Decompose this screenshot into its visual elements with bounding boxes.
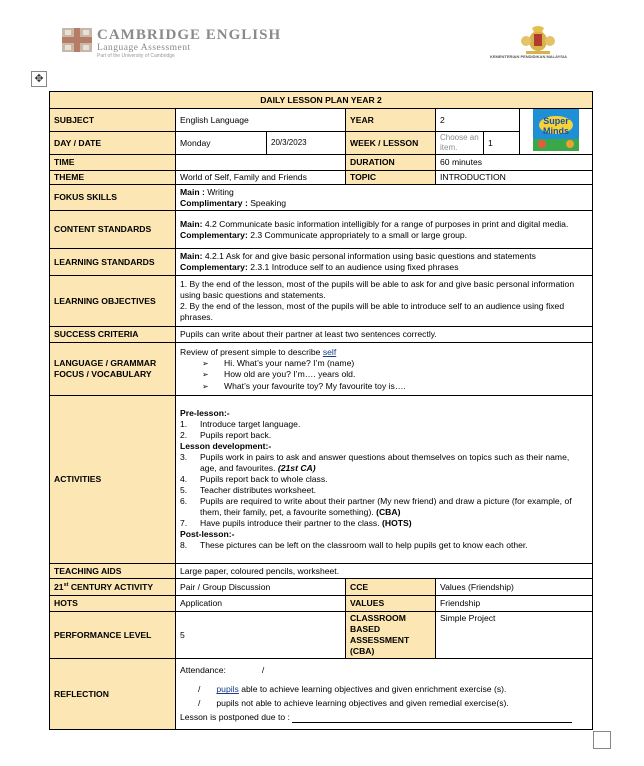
cce-value: Values (Friendship): [436, 579, 593, 596]
learning-standards-value: [176, 249, 593, 276]
cambridge-shield-logo: [62, 28, 92, 52]
pre-lesson-heading: Pre-lesson:-: [180, 408, 230, 419]
postponed-label: Lesson is postponed due to :: [180, 712, 290, 723]
arrow-bullet-icon: ➢: [202, 370, 209, 380]
fokus-comp-key: Complimentary :: [180, 197, 248, 208]
table-move-handle-icon[interactable]: ✥: [31, 71, 47, 87]
learning-standards-label: LEARNING STANDARDS: [50, 249, 176, 276]
activity-6: Pupils are required to write about their partner (My new friend) and draw a picture (for example, of them, their family, pet, a favourite something).: [200, 496, 572, 518]
reflection-line-2: pupils not able to achieve learning objectives and given remedial exercise(s).: [216, 698, 509, 709]
content-comp-key: Complementary:: [180, 229, 248, 240]
table-resize-handle[interactable]: [593, 731, 611, 749]
learning-objectives-value: [176, 276, 593, 327]
learning-comp-value: 2.3.1 Introduce self to an audience using fixed phrases: [247, 262, 459, 273]
day-date-label: DAY / DATE: [50, 132, 176, 155]
fokus-main-key: Main :: [180, 186, 205, 197]
activity-2: Pupils report back.: [200, 430, 272, 441]
values-value: Friendship: [436, 596, 593, 612]
fokus-skills-label: FOKUS SKILLS: [50, 185, 176, 211]
lesson-development-heading: Lesson development:-: [180, 441, 272, 452]
success-criteria-value: Pupils can write about their partner at least two sentences correctly.: [176, 327, 593, 343]
duration-label: DURATION: [346, 155, 436, 171]
activity-number: 4.: [180, 474, 188, 485]
teaching-aids-label: TEACHING AIDS: [50, 564, 176, 579]
theme-value: World of Self, Family and Friends: [176, 171, 346, 185]
theme-label: THEME: [50, 171, 176, 185]
content-standards-label: CONTENT STANDARDS: [50, 211, 176, 249]
arrow-bullet-icon: ➢: [202, 359, 209, 369]
arrow-bullet-icon: ➢: [202, 381, 209, 391]
content-standards-value: [176, 211, 593, 249]
language-item: Hi. What’s your name? I’m (name): [224, 358, 355, 369]
svg-text:Minds: Minds: [543, 126, 570, 137]
activity-number: 1.: [180, 419, 188, 430]
attendance-label: Attendance:: [180, 665, 226, 676]
hots-value: Application: [176, 596, 346, 612]
language-intro: Review of present simple to describe: [180, 347, 323, 358]
year-label: YEAR: [346, 109, 436, 132]
activity-6-tag: (CBA): [376, 507, 401, 518]
activity-4: Pupils report back to whole class.: [200, 474, 328, 485]
content-main-key: Main:: [180, 218, 203, 229]
activity-7: Have pupils introduce their partner to the class.: [200, 518, 382, 529]
document-header: [0, 0, 644, 90]
kpm-caption: KEMENTERIAN PENDIDIKAN MALAYSIA: [490, 54, 567, 59]
century-activity-label: [50, 579, 176, 596]
plan-title: DAILY LESSON PLAN YEAR 2: [50, 92, 593, 109]
reflection-value: [176, 659, 593, 730]
activity-8: These pictures can be left on the classroom wall to help pupils get to know each other.: [200, 540, 528, 551]
activity-number: 3.: [180, 452, 188, 463]
reflection-pupils-link: pupils: [216, 684, 239, 695]
learning-objectives-label: LEARNING OBJECTIVES: [50, 276, 176, 327]
day-value: Monday: [176, 132, 267, 155]
learning-main-value: 4.2.1 Ask for and give basic personal information using basic questions and statements: [202, 251, 536, 262]
topic-value: INTRODUCTION: [436, 171, 593, 185]
post-lesson-heading: Post-lesson:-: [180, 529, 235, 540]
performance-level-value: 5: [176, 612, 346, 659]
year-value: 2: [436, 109, 520, 132]
success-criteria-label: SUCCESS CRITERIA: [50, 327, 176, 343]
century-label-text: CENTURY ACTIVITY: [68, 581, 154, 592]
century-label-suffix: st: [63, 582, 69, 589]
century-label-number: 21: [54, 581, 64, 592]
values-label: VALUES: [346, 596, 436, 612]
time-label: TIME: [50, 155, 176, 171]
activities-label: ACTIVITIES: [50, 396, 176, 564]
cba-value: Simple Project: [436, 612, 593, 659]
language-item: What’s your favourite toy? My favourite toy is….: [224, 380, 406, 391]
time-value: [176, 155, 346, 171]
activity-number: 2.: [180, 430, 188, 441]
svg-text:Super: Super: [543, 116, 569, 127]
activity-number: 7.: [180, 518, 188, 529]
topic-label: TOPIC: [346, 171, 436, 185]
cambridge-subtitle-2: Part of the University of Cambridge: [97, 53, 175, 59]
fokus-main-value: Writing: [207, 186, 234, 197]
activity-7-tag: (HOTS): [382, 518, 412, 529]
lesson-plan-table: [49, 91, 593, 730]
activities-value: [176, 396, 593, 564]
reflection-slash-1: /: [198, 684, 201, 695]
language-intro-link: self: [322, 347, 337, 358]
learning-comp-key: Complementary:: [180, 262, 248, 273]
fokus-comp-value: Speaking: [250, 197, 287, 208]
learning-main-key: Main:: [180, 251, 203, 262]
reflection-line-1: able to achieve learning objectives and given enrichment exercise (s).: [238, 684, 507, 695]
teaching-aids-value: Large paper, coloured pencils, worksheet.: [176, 564, 593, 579]
fokus-skills-value: [176, 185, 593, 211]
hots-label: HOTS: [50, 596, 176, 612]
activity-1: Introduce target language.: [200, 419, 301, 430]
kpm-crest-logo: [512, 24, 564, 56]
performance-level-label: PERFORMANCE LEVEL: [50, 612, 176, 659]
reflection-label: REFLECTION: [50, 659, 176, 730]
duration-value: 60 minutes: [436, 155, 593, 171]
language-focus-label: LANGUAGE / GRAMMAR FOCUS / VOCABULARY: [50, 343, 176, 396]
cambridge-title: CAMBRIDGE ENGLISH: [97, 27, 282, 43]
language-item: How old are you? I’m…. years old.: [224, 369, 356, 380]
cba-label: CLASSROOM BASED ASSESSMENT (CBA): [346, 612, 436, 659]
cce-label: CCE: [346, 579, 436, 596]
activity-3: Pupils work in pairs to ask and answer questions about themselves on topics such as their name, age, and favourites.: [200, 452, 570, 474]
book-cover-cell: [520, 109, 593, 155]
week-dropdown[interactable]: Choose an item.: [436, 132, 484, 155]
date-value: 20/3/2023: [267, 132, 346, 155]
subject-label: SUBJECT: [50, 109, 176, 132]
cambridge-subtitle: Language Assessment: [97, 43, 191, 53]
activity-number: 6.: [180, 496, 188, 507]
century-activity-value: Pair / Group Discussion: [176, 579, 346, 596]
objective-1: 1. By the end of the lesson, most of the pupils will be able to ask for and give basic personal information using basic questions and statements.: [180, 279, 575, 301]
content-main-value: 4.2 Communicate basic information intelligibly for a range of purposes in print and digital media.: [202, 218, 569, 229]
language-focus-value: [176, 343, 593, 396]
content-comp-value: 2.3 Communicate appropriately to a small or large group.: [247, 229, 468, 240]
activity-number: 8.: [180, 540, 188, 551]
week-lesson-label: WEEK / LESSON: [346, 132, 436, 155]
reflection-slash-2: /: [198, 698, 201, 709]
objective-2: 2. By the end of the lesson, most of the pupils will be able to introduce self to an audience using fixed phrases.: [180, 301, 565, 323]
postponed-input-line[interactable]: [292, 713, 572, 723]
activity-5: Teacher distributes worksheet.: [200, 485, 317, 496]
super-minds-book-cover: [533, 109, 579, 151]
lesson-value: 1: [484, 132, 520, 155]
attendance-slash: /: [261, 665, 265, 676]
activity-3-tag: (21st CA): [277, 463, 316, 474]
subject-value: English Language: [176, 109, 346, 132]
activity-number: 5.: [180, 485, 188, 496]
